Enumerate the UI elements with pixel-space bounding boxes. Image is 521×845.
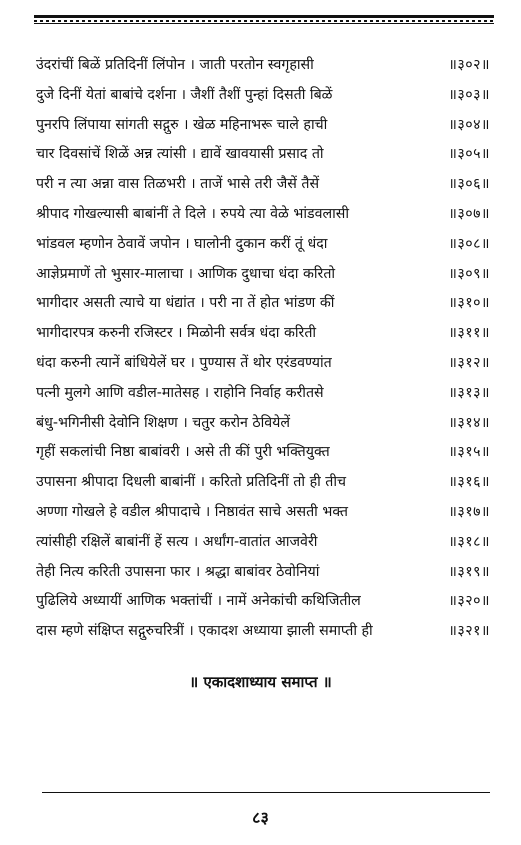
top-decorative-rule: [34, 15, 494, 24]
verse-text: त्यांसीही रक्षिलें बाबांनीं हें सत्य । अर्धांग-वातांत आजवेरी: [36, 533, 318, 550]
verse-line: [36, 234, 490, 264]
verse-text: दास म्हणे संक्षिप्त सद्गुरुचरित्रीं । एकादश अध्याया झाली समाप्ती ही: [36, 623, 373, 640]
verse-text: भागीदार असती त्याचे या धंद्यांत । परी ना तें होत भांडण कीं: [36, 295, 335, 312]
verse-number: ॥३०५॥: [448, 146, 490, 163]
verse-list: [36, 55, 490, 651]
verse-line: [36, 144, 490, 174]
verse-number: ॥३०२॥: [448, 57, 490, 73]
verse-number: ॥३१२॥: [448, 354, 490, 371]
verse-line: [36, 55, 490, 85]
verse-text: दुजे दिनीं येतां बाबांचे दर्शना । जैशीं तैशीं पुन्हां दिसती बिळें: [36, 86, 333, 103]
verse-line: [36, 621, 490, 651]
verse-line: [36, 502, 490, 532]
verse-line: [36, 353, 490, 383]
verse-text: पत्नी मुलगे आणि वडील-मातेसह । राहोनि निर्वाह करीतसे: [36, 384, 324, 401]
bottom-rule: [42, 792, 490, 793]
verse-number: ॥३१७॥: [448, 503, 490, 520]
verse-line: [36, 174, 490, 204]
verse-line: [36, 442, 490, 472]
verse-number: ॥३०९॥: [448, 265, 490, 282]
verse-number: ॥३०३॥: [448, 86, 490, 103]
verse-text: भागीदारपत्र करुनी रजिस्टर । मिळोनी सर्वत्र धंदा करिती: [36, 325, 317, 342]
verse-line: [36, 85, 490, 115]
verse-line: [36, 562, 490, 592]
verse-number: ॥३२०॥: [448, 593, 490, 610]
verse-number: ॥३१४॥: [448, 414, 490, 431]
verse-line: [36, 591, 490, 621]
page-number: ८३: [252, 808, 269, 827]
verse-text: परी न त्या अन्ना वास तिळभरी । ताजें भासे तरी जैसें तैसें: [36, 176, 320, 193]
verse-number: ॥३०४॥: [448, 116, 490, 133]
verse-text: उंदरांचीं बिळें प्रतिदिनीं लिंपोन । जाती परतोन स्वगृहासी: [36, 57, 314, 73]
verse-line: [36, 472, 490, 502]
verse-number: ॥३१८॥: [448, 533, 490, 550]
verse-text: अण्णा गोखले हे वडील श्रीपादाचे । निष्ठावंत साचे असती भक्त: [36, 503, 349, 520]
verse-line: [36, 532, 490, 562]
verse-text: पुढिलिये अध्यायीं आणिक भक्तांचीं । नामें अनेकांची कथिजितील: [36, 593, 361, 610]
verse-text: बंधु-भगिनीसी देवोनि शिक्षण । चतुर करोन ठेवियेलें: [36, 414, 291, 431]
verse-text: आज्ञेप्रमाणें तो भुसार-मालाचा । आणिक दुधाचा धंदा करितो: [36, 265, 336, 282]
verse-text: गृहीं सकलांची निष्ठा बाबांवरी । असे ती कीं पुरी भक्तियुक्त: [36, 444, 330, 461]
verse-number: ॥३१५॥: [448, 444, 490, 461]
verse-number: ॥३२१॥: [448, 623, 490, 640]
verse-text: पुनरपि लिंपाया सांगती सद्गुरु । खेळ महिनाभरू चाले हाची: [36, 116, 328, 133]
verse-number: ॥३०६॥: [448, 176, 490, 193]
verse-line: [36, 204, 490, 234]
verse-text: श्रीपाद गोखल्यासी बाबांनीं ते दिले । रुपये त्या वेळे भांडवलासी: [36, 205, 350, 222]
verse-line: [36, 323, 490, 353]
verse-text: धंदा करुनी त्यानें बांधियेलें घर । पुण्यास तें थोर एरंडवण्यांत: [36, 354, 332, 371]
verse-text: उपासना श्रीपादा दिधली बाबांनीं । करितो प्रतिदिनीं तो ही तीच: [36, 474, 347, 491]
verse-number: ॥३१९॥: [448, 563, 490, 580]
verse-number: ॥३१३॥: [448, 384, 490, 401]
verse-line: [36, 383, 490, 413]
verse-line: [36, 413, 490, 443]
verse-text: चार दिवसांचें शिळें अन्न त्यांसी । द्यावें खावयासी प्रसाद तो: [36, 146, 324, 163]
verse-line: [36, 293, 490, 323]
chapter-end-heading: ॥ एकादशाध्याय समाप्त ॥: [189, 673, 332, 691]
verse-number: ॥३१६॥: [448, 474, 490, 491]
verse-line: [36, 115, 490, 145]
verse-line: [36, 264, 490, 294]
verse-number: ॥३०८॥: [448, 235, 490, 252]
verse-text: तेही नित्य करिती उपासना फार । श्रद्धा बाबांवर ठेवोनियां: [36, 563, 320, 580]
verse-text: भांडवल म्हणोन ठेवावें जपोन । घालोनी दुकान करीं तूं धंदा: [36, 235, 328, 252]
verse-number: ॥३१०॥: [448, 295, 490, 312]
verse-number: ॥३०७॥: [448, 205, 490, 222]
verse-number: ॥३११॥: [448, 325, 490, 342]
